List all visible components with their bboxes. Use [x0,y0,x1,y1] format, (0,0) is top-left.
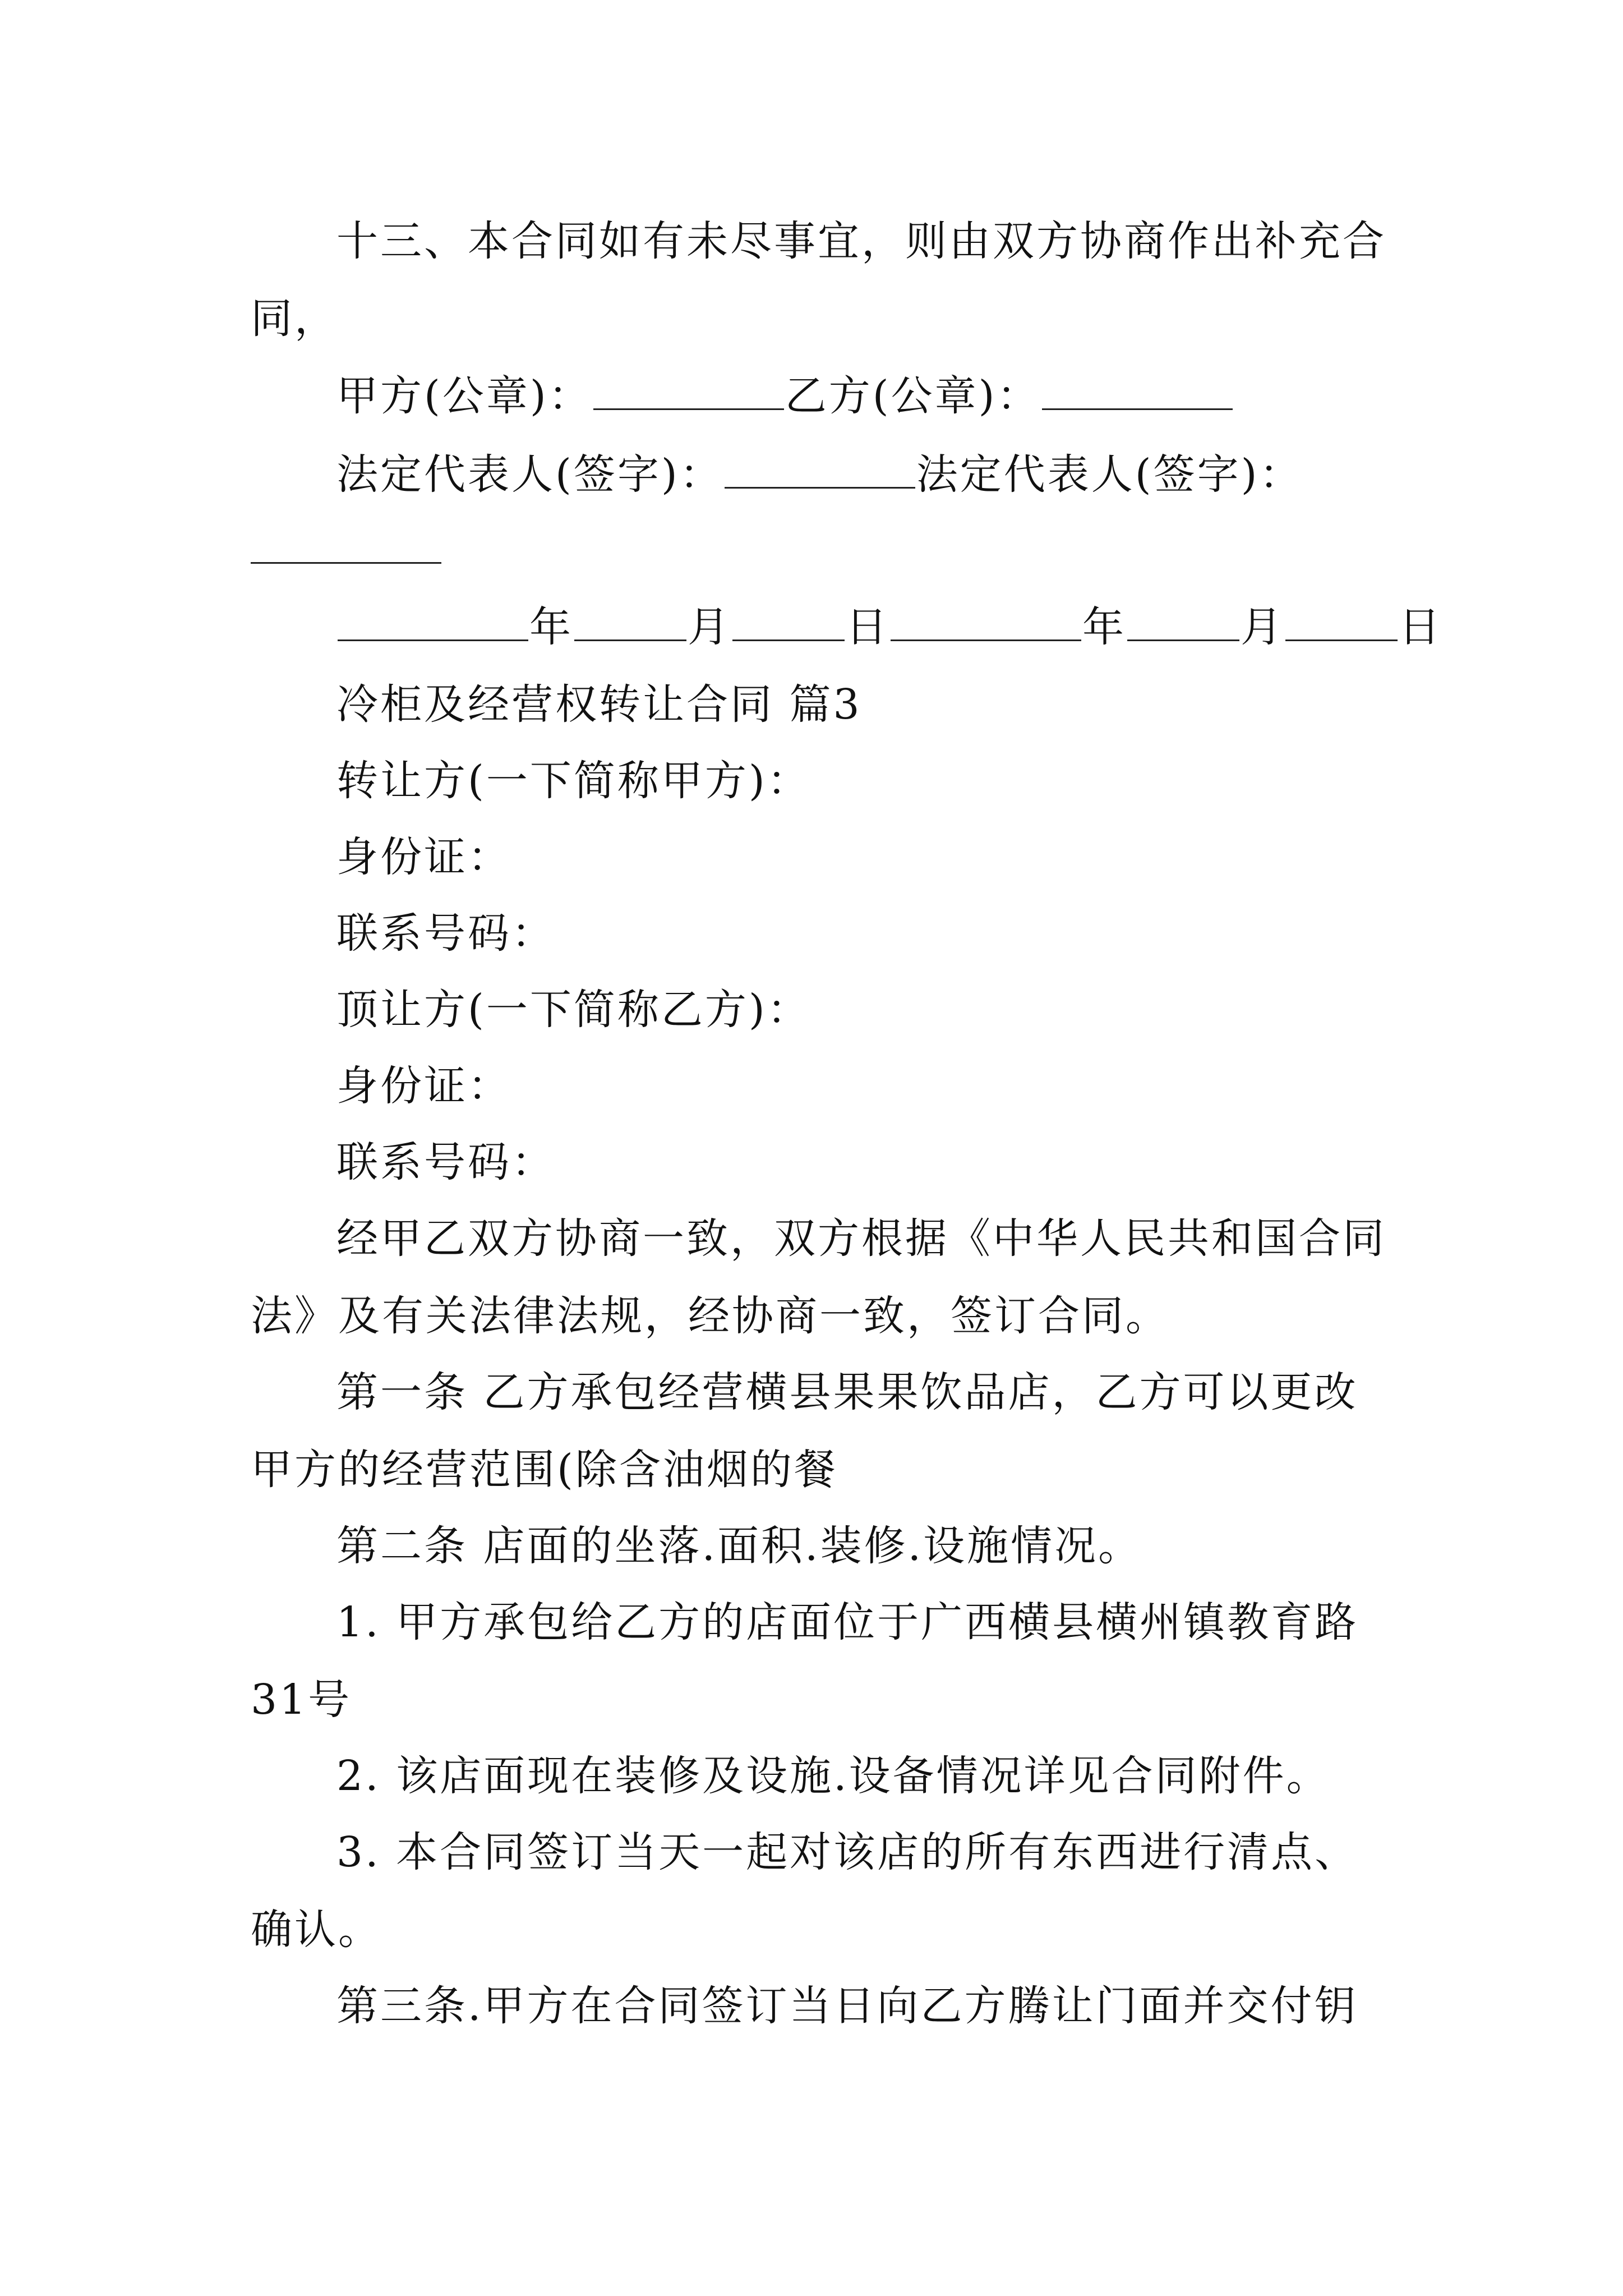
paragraph-line: 第三条.甲方在合同签订当日向乙方腾让门面并交付钥 [336,1982,1358,2030]
party-a-seal-label: 甲方(公章)： [336,372,592,420]
paragraph-line: 转让方(一下简称甲方)： [336,757,811,805]
paragraph-line: 1. 甲方承包给乙方的店面位于广西横县横州镇教育路 [336,1598,1359,1646]
day-blank [732,639,845,641]
month-blank [574,639,686,641]
party-a-representative-blank [725,487,915,489]
paragraph-line: 同， [251,295,338,343]
month-label: 月 [1241,603,1284,651]
year-blank [891,639,1081,641]
paragraph-line: 31号 [251,1676,352,1724]
section-title: 冷柜及经营权转让合同 篇3 [336,680,862,729]
party-b-representative-label: 法定代表人(签字)： [916,450,1303,499]
paragraph-line: 联系号码： [336,909,555,958]
date-line [336,599,1458,655]
day-blank [1285,639,1398,641]
paragraph-line: 第一条 乙方承包经营横县果果饮品店，乙方可以更改 [336,1368,1358,1416]
paragraph-line: 2. 该店面现在装修及设施.设备情况详见合同附件。 [336,1752,1330,1800]
paragraph-line: 身份证： [336,833,511,881]
month-blank [1127,639,1239,641]
paragraph-line: 甲方的经营范围(除含油烟的餐 [251,1446,838,1494]
paragraph-line: 顶让方(一下简称乙方)： [336,986,811,1034]
party-b-seal-blank [1042,408,1233,410]
paragraph-line: 确认。 [251,1906,382,1954]
signature-seal-line [336,368,1458,424]
paragraph-line: 身份证： [336,1062,511,1110]
party-b-seal-label: 乙方(公章)： [785,372,1041,420]
paragraph-line: 3. 本合同签订当天一起对该店的所有东西进行清点、 [336,1828,1359,1876]
party-a-seal-blank [593,408,784,410]
year-label: 年 [529,603,573,651]
signature-representative-line [336,447,1458,503]
year-label: 年 [1082,603,1126,651]
day-label: 日 [846,603,889,651]
month-label: 月 [688,603,731,651]
paragraph-line: 联系号码： [336,1138,555,1186]
paragraph-line: 第二条 店面的坐落.面积.装修.设施情况。 [336,1522,1142,1570]
party-a-representative-label: 法定代表人(签字)： [336,450,723,499]
paragraph-line: 经甲乙双方协商一致，双方根据《中华人民共和国合同 [336,1214,1386,1263]
paragraph-line: 十三、本合同如有未尽事宜，则由双方协商作出补充合 [336,217,1386,265]
day-label: 日 [1399,603,1442,651]
paragraph-line: 法》及有关法律法规，经协商一致，签订合同。 [251,1292,1169,1340]
year-blank [338,639,528,641]
party-b-representative-blank [251,562,441,564]
